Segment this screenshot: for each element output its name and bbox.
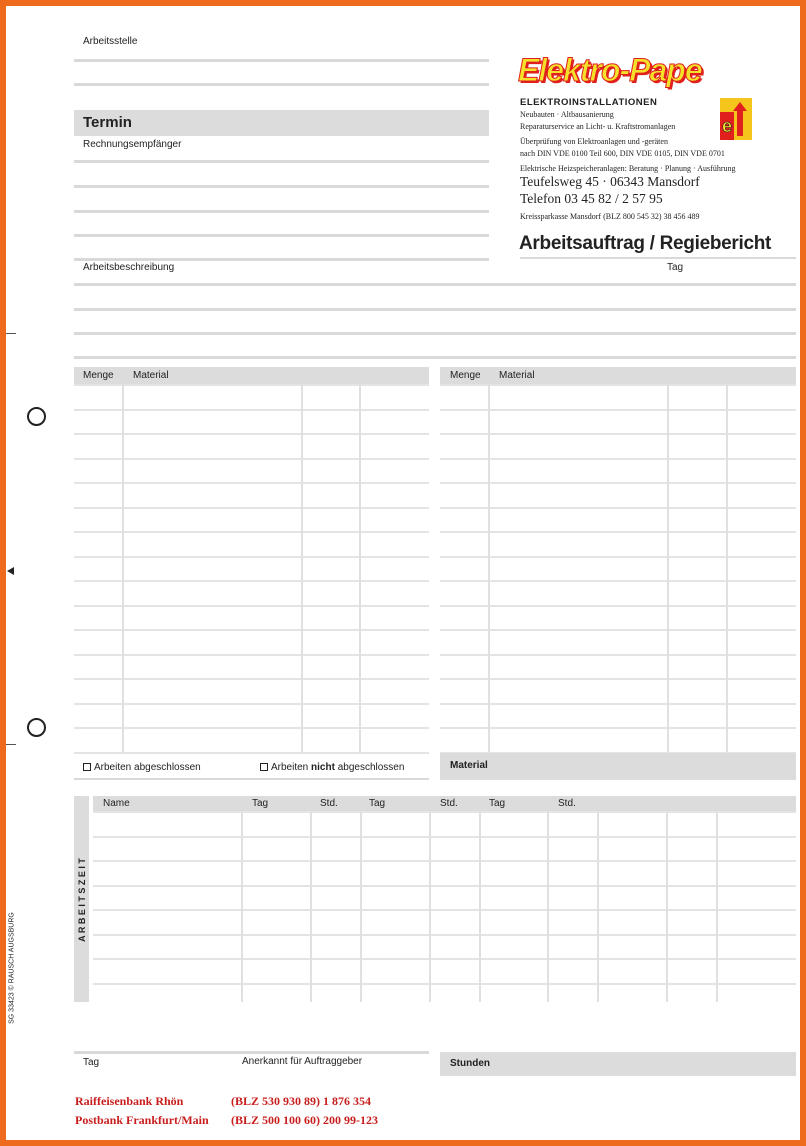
material-header-right bbox=[440, 367, 796, 384]
grid-row-line bbox=[74, 605, 429, 607]
grid-row-line bbox=[440, 605, 796, 607]
grid-row-line bbox=[74, 629, 429, 631]
rechnungsempfaenger-label: Rechnungsempfänger bbox=[83, 139, 182, 150]
material-total-label: Material bbox=[450, 760, 488, 771]
termin-label: Termin bbox=[83, 114, 132, 131]
termin-bar bbox=[74, 110, 489, 136]
arbeitsstelle-line-2 bbox=[74, 83, 489, 86]
title-underline bbox=[520, 257, 796, 259]
checkbox-label-suffix: abgeschlossen bbox=[334, 762, 405, 773]
document-title: Arbeitsauftrag / Regiebericht bbox=[519, 233, 772, 254]
stunden-label: Stunden bbox=[450, 1058, 490, 1069]
grid-row-line bbox=[440, 629, 796, 631]
grid-col-line bbox=[547, 811, 549, 1002]
grid-row-line bbox=[74, 752, 429, 754]
grid-row-line bbox=[74, 482, 429, 484]
checkbox-box[interactable] bbox=[260, 763, 268, 771]
bank-1-details: (BLZ 530 930 89) 1 876 354 bbox=[231, 1094, 372, 1108]
service-line: nach DIN VDE 0100 Teil 600, DIN VDE 0105, DIN VDE 0701 bbox=[520, 149, 725, 158]
beschreibung-line-3 bbox=[74, 332, 796, 335]
checkbox-underline bbox=[74, 778, 429, 780]
checkbox-label-bold: nicht bbox=[311, 762, 335, 773]
rechnung-line-2 bbox=[74, 185, 489, 188]
col-std-2: Std. bbox=[440, 798, 458, 809]
grid-row-line bbox=[440, 703, 796, 705]
col-tag-2: Tag bbox=[369, 798, 386, 809]
col-std-1: Std. bbox=[320, 798, 338, 809]
grid-row-line bbox=[74, 384, 429, 386]
beschreibung-line-1 bbox=[74, 283, 796, 286]
fold-mark-icon bbox=[7, 567, 14, 575]
col-std-3: Std. bbox=[558, 798, 576, 809]
checkbox-box[interactable] bbox=[83, 763, 91, 771]
grid-col-line bbox=[310, 811, 312, 1002]
material-total-bar bbox=[440, 753, 796, 780]
bank-2-details: (BLZ 500 100 60) 200 99-123 bbox=[231, 1113, 378, 1127]
company-emblem-icon bbox=[720, 98, 752, 140]
grid-row-line bbox=[93, 885, 796, 887]
service-line: Elektrische Heizspeicheranlagen: Beratung · Planung · Ausführung bbox=[520, 164, 736, 173]
company-bank: Kreissparkasse Mansdorf (BLZ 800 545 32) 38 456 489 bbox=[520, 212, 700, 221]
bank-2-name: Postbank Frankfurt/Main bbox=[75, 1113, 209, 1127]
stunden-bar bbox=[440, 1052, 796, 1076]
grid-row-line bbox=[74, 433, 429, 435]
grid-row-line bbox=[74, 409, 429, 411]
company-subtitle: ELEKTROINSTALLATIONEN bbox=[520, 97, 658, 108]
grid-row-line bbox=[440, 580, 796, 582]
bank-1-name: Raiffeisenbank Rhön bbox=[75, 1094, 184, 1108]
grid-row-line bbox=[440, 409, 796, 411]
grid-row-line bbox=[74, 678, 429, 680]
fold-tick-top bbox=[6, 333, 16, 334]
col-name: Name bbox=[103, 798, 130, 809]
grid-col-line bbox=[359, 384, 361, 752]
grid-col-line bbox=[241, 811, 243, 1002]
checkbox-label: Arbeiten abgeschlossen bbox=[94, 762, 201, 773]
grid-col-line bbox=[301, 384, 303, 752]
rechnung-line-5 bbox=[74, 258, 489, 261]
arbeitsbeschreibung-label: Arbeitsbeschreibung bbox=[83, 262, 175, 273]
footer-tag-label: Tag bbox=[83, 1057, 100, 1068]
grid-row-line bbox=[93, 934, 796, 936]
grid-col-line bbox=[122, 384, 124, 752]
col-tag-3: Tag bbox=[489, 798, 506, 809]
service-line: Überprüfung von Elektroanlagen und -geräten bbox=[520, 137, 668, 146]
punch-hole-top bbox=[27, 407, 46, 426]
grid-col-line bbox=[479, 811, 481, 1002]
footer-anerkannt-label: Anerkannt für Auftraggeber bbox=[242, 1056, 363, 1067]
rechnung-line-1 bbox=[74, 160, 489, 163]
grid-row-line bbox=[440, 531, 796, 533]
grid-col-line bbox=[726, 384, 728, 752]
grid-col-line bbox=[360, 811, 362, 1002]
grid-row-line bbox=[440, 458, 796, 460]
grid-col-line bbox=[597, 811, 599, 1002]
grid-col-line bbox=[488, 384, 490, 752]
col-tag-1: Tag bbox=[252, 798, 269, 809]
col-menge-right: Menge bbox=[450, 370, 481, 381]
grid-row-line bbox=[74, 580, 429, 582]
grid-row-line bbox=[74, 703, 429, 705]
grid-row-line bbox=[93, 836, 796, 838]
grid-col-line bbox=[716, 811, 718, 1002]
grid-row-line bbox=[440, 507, 796, 509]
punch-hole-bottom bbox=[27, 718, 46, 737]
grid-row-line bbox=[74, 531, 429, 533]
arbeitsstelle-line-1 bbox=[74, 59, 489, 62]
grid-row-line bbox=[93, 811, 796, 813]
grid-row-line bbox=[74, 654, 429, 656]
checkbox-label-prefix: Arbeiten bbox=[271, 762, 312, 773]
grid-row-line bbox=[93, 860, 796, 862]
grid-col-line bbox=[667, 384, 669, 752]
service-line: Reparaturservice an Licht- u. Kraftstromanlagen bbox=[520, 122, 676, 131]
grid-row-line bbox=[74, 507, 429, 509]
footer-line bbox=[74, 1051, 429, 1054]
service-line: Neubauten · Altbausanierung bbox=[520, 110, 614, 119]
company-logo: Elektro-Pape bbox=[518, 52, 702, 88]
material-header-left bbox=[74, 367, 429, 384]
col-menge-left: Menge bbox=[83, 370, 114, 381]
checkbox-arbeiten-abgeschlossen[interactable] bbox=[83, 762, 201, 773]
grid-row-line bbox=[440, 384, 796, 386]
grid-row-line bbox=[93, 958, 796, 960]
side-print-text: SG 33423 © RAUSCH AUGSBURG bbox=[8, 912, 16, 1024]
rechnung-line-4 bbox=[74, 234, 489, 237]
grid-col-line bbox=[666, 811, 668, 1002]
svg-text:e: e bbox=[722, 116, 733, 136]
arbeitszeit-side-label: A R B E I T S Z E I T bbox=[77, 858, 87, 942]
grid-row-line bbox=[74, 727, 429, 729]
company-phone: Telefon 03 45 82 / 2 57 95 bbox=[520, 191, 663, 206]
grid-row-line bbox=[74, 458, 429, 460]
tag-label: Tag bbox=[667, 262, 684, 273]
grid-row-line bbox=[93, 983, 796, 985]
grid-row-line bbox=[440, 482, 796, 484]
grid-row-line bbox=[440, 678, 796, 680]
beschreibung-line-2 bbox=[74, 308, 796, 311]
arbeitsstelle-label: Arbeitsstelle bbox=[83, 36, 138, 47]
beschreibung-line-4 bbox=[74, 356, 796, 359]
grid-row-line bbox=[440, 433, 796, 435]
checkbox-arbeiten-nicht-abgeschlossen[interactable] bbox=[260, 762, 404, 773]
fold-tick-bottom bbox=[6, 744, 16, 745]
col-material-left: Material bbox=[133, 370, 169, 381]
grid-row-line bbox=[93, 909, 796, 911]
grid-row-line bbox=[440, 727, 796, 729]
grid-row-line bbox=[74, 556, 429, 558]
col-material-right: Material bbox=[499, 370, 535, 381]
grid-row-line bbox=[440, 654, 796, 656]
rechnung-line-3 bbox=[74, 210, 489, 213]
grid-col-line bbox=[429, 811, 431, 1002]
company-address: Teufelsweg 45 · 06343 Mansdorf bbox=[520, 174, 700, 189]
grid-row-line bbox=[440, 556, 796, 558]
